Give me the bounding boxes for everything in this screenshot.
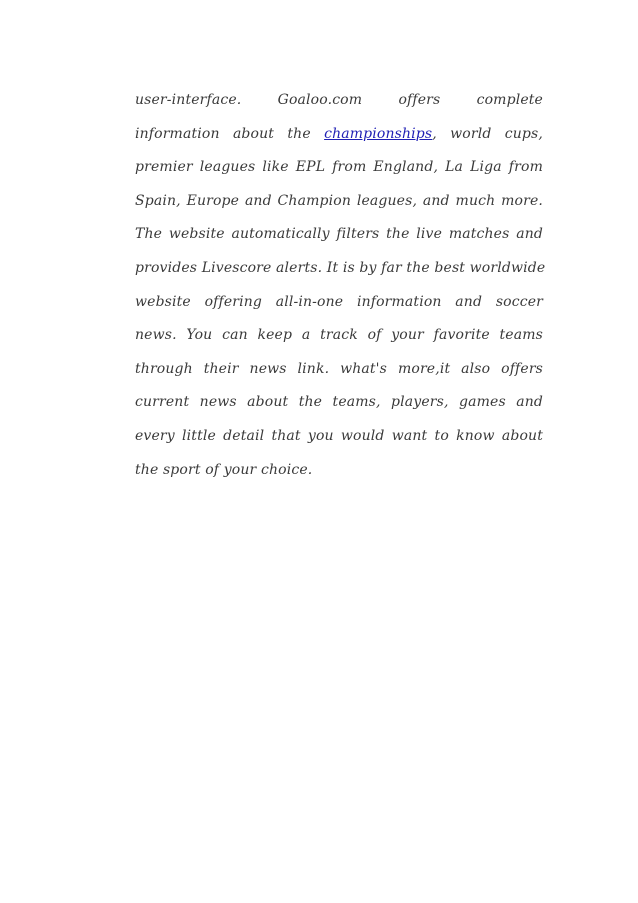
text-line-11: every little detail that you would want to know about: [135, 427, 543, 444]
text-line-4: Spain, Europe and Champion leagues, and much more.: [135, 192, 543, 209]
text-line-6: provides Livescore alerts. It is by far the best worldwide: [135, 259, 546, 276]
body-paragraph: [135, 84, 546, 487]
text-line-5: The website automatically filters the live matches and: [135, 226, 543, 243]
text-line-7: website offering all-in-one information and soccer: [135, 293, 543, 310]
text-line-2: [135, 118, 543, 152]
championships-link[interactable]: championships: [324, 125, 433, 142]
text-line-3: premier leagues like EPL from England, La Liga from: [135, 159, 543, 176]
text-line-10: current news about the teams, players, games and: [135, 394, 543, 411]
text-line-9: through their news link. what's more,it also offers: [135, 360, 543, 377]
text-line-2-before: information about the: [135, 125, 325, 142]
text-line-1: user-interface. Goaloo.com offers complete: [135, 92, 543, 108]
text-line-8: news. You can keep a track of your favorite teams: [135, 327, 543, 344]
text-line-2-after: , world cups,: [432, 125, 543, 142]
text-line-12: the sport of your choice.: [135, 461, 313, 478]
